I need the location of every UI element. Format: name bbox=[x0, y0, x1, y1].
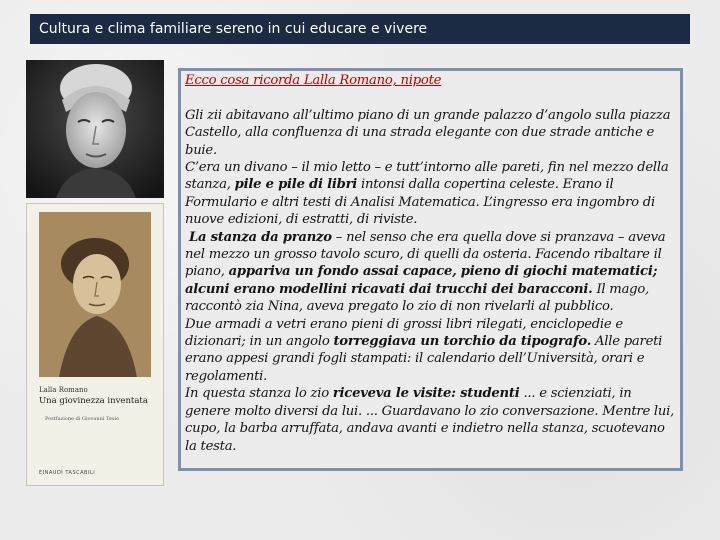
text-run: ... e scienziati, in genere molto diversi da lui. ... Guardavano lo zio conversazione. Mentre lui, cupo, la barba arruffata, andava avanti e indietro nella stanza, scuotevano la testa. bbox=[185, 386, 675, 454]
text-run: C’era un divano – il mio letto – e tutt’intorno alle pareti, fin nel mezzo della stanza, bbox=[185, 160, 669, 193]
cover-title: Una giovinezza inventata bbox=[39, 396, 148, 406]
cover-publisher: EINAUDI TASCABILI bbox=[39, 470, 96, 476]
spacer bbox=[185, 89, 680, 106]
bold-run: riceveva le visite: studenti bbox=[332, 386, 520, 402]
book-cover bbox=[26, 203, 164, 486]
paragraph-palace: Gli zii abitavano all’ultimo piano di un grande palazzo d’angolo sulla piazza Castello, alla confluenza di una strada elegante con due strade antiche e buie. bbox=[185, 107, 671, 158]
paragraph-divan bbox=[185, 159, 680, 229]
portrait-image bbox=[26, 60, 164, 198]
quote-heading: Ecco cosa ricorda Lalla Romano, nipote bbox=[185, 73, 442, 88]
slide-title: Cultura e clima familiare sereno in cui educare e vivere bbox=[30, 14, 690, 44]
bold-run: torreggiava un torchio da tipografo. bbox=[333, 334, 592, 350]
bold-run: pile e pile di libri bbox=[234, 177, 358, 193]
cover-author: Lalla Romano bbox=[39, 386, 88, 394]
bold-run: appariva un fondo assai capace, pieno di giochi matematici; alcuni erano modellini ricavati dai trucchi dei baracconi. bbox=[185, 264, 658, 297]
text-run: – nel senso che era quella dove si pranzava – aveva nel mezzo un grosso tavolo scuro, di quelli da osteria. Facendo ribaltare il piano, bbox=[185, 229, 666, 280]
quote-text bbox=[185, 72, 680, 455]
portrait-photo bbox=[26, 60, 164, 198]
paragraph-dining-room bbox=[185, 229, 680, 316]
text-run: Alle pareti erano appesi grandi fogli stampati: il calendario dell’Università, orari e regolamenti. bbox=[185, 334, 663, 384]
bold-run: La stanza da pranzo bbox=[188, 229, 332, 245]
cover-portrait-image bbox=[39, 212, 151, 377]
text-run: Il mago, raccontò zia Nina, aveva pregato lo zio di non rivelarli al pubblico. bbox=[185, 281, 650, 315]
paragraph-cabinets bbox=[185, 316, 680, 386]
paragraph-visits bbox=[185, 385, 680, 455]
text-run: intonsi dalla copertina celeste. Erano il Formulario e altri testi di Analisi Matematica. L’ingresso era ingombro di nuove edizioni, di estratti, di riviste. bbox=[185, 177, 655, 228]
text-run: In questa stanza lo zio bbox=[185, 386, 333, 402]
cover-subtitle: Postfazione di Giovanni Tesio bbox=[45, 416, 120, 422]
cover-photo bbox=[39, 212, 151, 377]
text-run: Due armadi a vetri erano pieni di grossi libri rilegati, enciclopedie e dizionari; in un angolo bbox=[185, 316, 623, 350]
